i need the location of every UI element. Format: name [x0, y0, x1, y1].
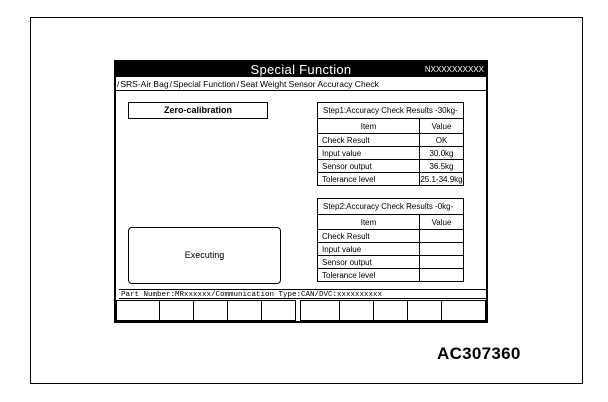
row-item: Check Result: [318, 134, 420, 147]
tab-srs-air-bag[interactable]: SRS-Air Bag: [120, 79, 169, 89]
column-header-value: Value: [420, 119, 464, 134]
tab-seat-weight-sensor-check[interactable]: Seat Weight Sensor Accuracy Check: [240, 79, 379, 89]
tab-divider: /: [117, 79, 120, 89]
window-title: Special Function: [250, 62, 352, 77]
breadcrumb-tabs: [116, 78, 486, 90]
row-value: [420, 269, 464, 282]
row-value: 30.0kg: [420, 147, 464, 160]
tool-screen: [114, 60, 488, 323]
column-header-value: Value: [420, 215, 464, 230]
row-item: Input value: [318, 147, 420, 160]
title-bar: [116, 62, 486, 77]
step1-results-table: [317, 102, 464, 186]
column-header-item: Item: [318, 119, 420, 134]
table-row: [318, 230, 463, 243]
function-key-8[interactable]: [373, 300, 408, 321]
row-item: Check Result: [318, 230, 420, 243]
row-value: 25.1-34.9kg: [420, 174, 463, 184]
row-item: Sensor output: [318, 160, 420, 173]
row-value: [420, 243, 464, 256]
table-header-row: [318, 119, 463, 134]
function-key-5[interactable]: [261, 300, 296, 321]
function-key-3[interactable]: [193, 300, 228, 321]
function-key-10[interactable]: [441, 300, 486, 321]
table-row: [318, 173, 463, 186]
zero-calibration-button[interactable]: Zero-calibration: [128, 102, 268, 119]
window-code: NXXXXXXXXXX: [424, 65, 484, 74]
row-item: Sensor output: [318, 256, 420, 269]
table-row: [318, 147, 463, 160]
executing-status-box: [128, 227, 281, 284]
step2-caption: Step2:Accuracy Check Results -0kg-: [318, 199, 463, 215]
table-row: [318, 243, 463, 256]
tab-underline: [116, 90, 486, 91]
function-key-2[interactable]: [159, 300, 194, 321]
table-row: [318, 134, 463, 147]
table-row: [318, 269, 463, 282]
tab-special-function[interactable]: Special Function: [172, 79, 236, 89]
row-value: OK: [420, 134, 464, 147]
figure-reference-code: AC307360: [437, 344, 521, 363]
step1-caption: Step1:Accuracy Check Results -30kg-: [318, 103, 463, 119]
function-key-7[interactable]: [339, 300, 374, 321]
function-key-1[interactable]: [116, 300, 160, 321]
row-item: Input value: [318, 243, 420, 256]
table-header-row: [318, 215, 463, 230]
status-bar: Part Number:MRxxxxxx/Communication Type:CAN/DVC:xxxxxxxxxx: [119, 289, 487, 299]
table-row: [318, 256, 463, 269]
function-key-4[interactable]: [227, 300, 262, 321]
function-key-9[interactable]: [407, 300, 442, 321]
row-item: Tolerance level: [318, 269, 420, 282]
executing-label: Executing: [184, 250, 225, 260]
function-key-6[interactable]: [300, 300, 340, 321]
row-value: [420, 256, 464, 269]
row-item: Tolerance level: [318, 173, 420, 186]
row-value: [420, 230, 464, 243]
table-row: [318, 160, 463, 173]
step2-results-table: [317, 198, 464, 282]
tab-divider: /: [236, 79, 240, 89]
tab-divider: /: [169, 79, 172, 89]
function-key-bar: [116, 300, 486, 321]
column-header-item: Item: [318, 215, 420, 230]
row-value: 36.5kg: [420, 160, 464, 173]
